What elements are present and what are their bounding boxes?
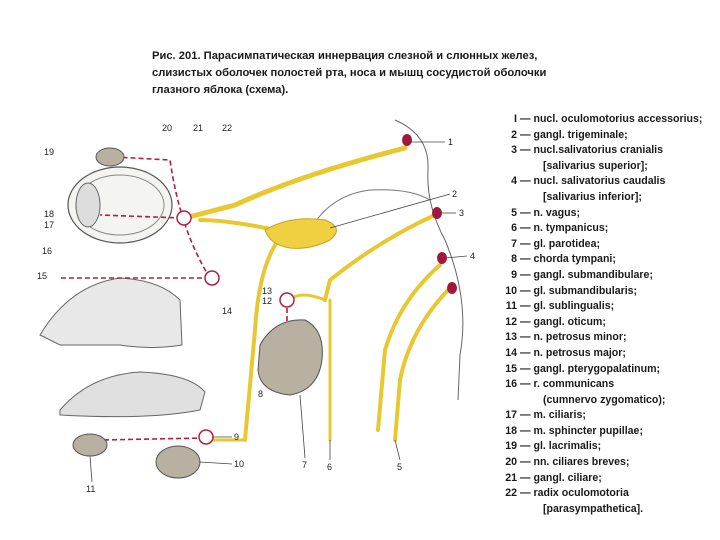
legend-number: 11 [505,300,517,313]
legend-text: gl. parotidea; [533,237,600,250]
legend-number: 15 [505,362,517,375]
legend-dash: — [517,206,534,219]
legend-row [503,346,718,362]
legend-row [503,377,718,393]
label-15: 15 [37,271,48,281]
legend-number: 19 [505,440,517,453]
nucleus-1 [402,134,412,146]
legend-text: gangl. trigeminale; [533,128,628,141]
ciliary-ganglion [177,211,191,225]
legend-row [503,362,718,378]
legend-row [503,486,718,502]
sublingual-gland [73,434,107,456]
label-4: 4 [470,251,476,261]
legend-subtext: (cumnervo zygomatico); [543,393,666,406]
legend-number: 10 [505,284,517,297]
legend-dash: — [517,237,534,250]
legend-number: 2 [511,128,517,141]
label-7: 7 [302,460,308,470]
petrosus-minor [290,295,325,300]
label-21: 21 [193,123,204,133]
legend-subtext: [salivarius inferior]; [543,190,642,203]
legend-dash: — [517,175,534,188]
legend-dash: — [517,440,534,453]
legend-row [503,315,718,331]
label-6: 6 [327,462,333,472]
legend-row [503,143,718,159]
legend-dash: — [517,315,534,328]
label-19: 19 [44,147,55,157]
legend-row [503,128,718,144]
label-18: 18 [44,209,55,219]
legend-dash: — [517,471,534,484]
legend-dash: — [517,222,534,235]
legend-row [503,439,718,455]
legend-text: n. vagus; [533,206,580,219]
legend-text: gl. sublingualis; [533,300,615,313]
legend-dash: — [517,409,534,422]
legend-text: gl. submandibularis; [533,284,638,297]
legend-text: gangl. oticum; [533,315,606,328]
legend-dash: — [517,346,534,359]
nucleus-5 [447,282,457,294]
legend-list [503,112,718,517]
legend-text: n. tympanicus; [533,222,609,235]
legend-text: r. communicans [533,378,615,391]
legend-row [503,221,718,237]
label-3: 3 [459,208,465,218]
legend-text: gl. lacrimalis; [533,440,602,453]
legend-number: 5 [511,206,517,219]
legend-dash: — [517,253,534,266]
legend-row [503,237,718,253]
legend-number: 17 [505,409,517,422]
label-12: 12 [262,296,273,306]
legend-row [503,174,718,190]
label-17: 17 [44,220,55,230]
label-1: 1 [448,137,454,147]
legend-row [503,268,718,284]
label-20: 20 [162,123,173,133]
legend-number: 13 [505,331,517,344]
legend-dash: — [517,284,534,297]
caption-line: глазного яблока (схема). [152,84,289,96]
legend-text: chorda tympani; [533,253,616,266]
legend-row [503,330,718,346]
legend-number: 6 [511,222,517,235]
label-16: 16 [42,246,53,256]
legend-text: m. sphincter pupillae; [533,424,643,437]
palate-outline [60,372,205,417]
label-5: 5 [397,462,403,472]
legend-row [503,190,718,206]
legend-number: 9 [511,268,517,281]
legend-row [503,112,718,128]
nasal-cavity-outline [40,278,182,348]
sublingual-fibers [100,438,205,440]
legend-text: nn. ciliares breves; [533,456,630,469]
legend-dash: — [517,487,534,500]
lacrimal-gland [96,148,124,166]
legend-text: nucl.salivatorius cranialis [533,144,664,157]
legend-dash: — [517,268,534,281]
legend-dash: — [517,456,534,469]
label-22: 22 [222,123,233,133]
legend-dash: — [517,128,534,141]
legend-row [503,502,718,518]
legend-row [503,393,718,409]
legend-number: 22 [505,487,517,500]
legend-row [503,159,718,175]
legend-dash: — [517,378,534,391]
legend-number: 14 [505,346,517,359]
legend-text: n. petrosus minor; [533,331,627,344]
legend-number: 21 [505,471,517,484]
eyeball [68,167,172,243]
legend-row [503,455,718,471]
legend-row [503,299,718,315]
legend-row [503,252,718,268]
submandibular-ganglion [199,430,213,444]
legend-text: gangl. pterygopalatinum; [533,362,661,375]
caption-line: слизистых оболочек полостей рта, носа и мышц сосудистой оболочки [152,67,547,79]
label-14: 14 [222,306,233,316]
brainstem-nuclei [402,134,457,294]
parotid-gland [258,320,322,395]
legend-row [503,206,718,222]
legend-row [503,284,718,300]
label-2: 2 [452,189,458,199]
legend-row [503,408,718,424]
legend-text: gangl. ciliare; [533,471,602,484]
legend-number: 20 [505,456,517,469]
legend-dash: — [517,113,534,125]
label-11: 11 [86,484,96,494]
legend-dash: — [517,300,534,313]
legend-text: gangl. submandibulare; [533,268,653,281]
legend-dash: — [517,144,534,157]
legend-dash: — [517,424,534,437]
legend-number: 18 [505,424,517,437]
legend-text: m. ciliaris; [533,409,586,422]
label-8: 8 [258,389,264,399]
legend-row [503,424,718,440]
label-9: 9 [234,432,240,442]
pterygopalatine-ganglion [205,271,219,285]
legend-number: I [514,113,517,125]
caption-line: Рис. 201. Парасимпатическая иннервация слезной и слюнных желез, [152,50,538,62]
oculomotor-root [185,148,405,218]
legend-row [503,471,718,487]
legend-number: 8 [511,253,517,266]
legend-text: n. petrosus major; [533,346,626,359]
otic-ganglion [280,293,294,307]
legend-number: 3 [511,144,517,157]
legend-subtext: [parasympathetica]. [543,502,644,515]
label-10: 10 [234,459,245,469]
legend-subtext: [salivarius superior]; [543,159,648,172]
legend-text: nucl. salivatorius caudalis [533,175,666,188]
legend-number: 12 [505,315,517,328]
legend-number: 4 [511,175,517,188]
legend-number: 7 [511,237,517,250]
legend-text: nucl. oculomotorius accessorius; [533,113,703,125]
legend-number: 16 [505,378,517,391]
legend-text: radix oculomotoria [533,487,629,500]
label-13: 13 [262,286,273,296]
legend-dash: — [517,331,534,344]
submandibular-gland [156,446,200,478]
legend-dash: — [517,362,534,375]
